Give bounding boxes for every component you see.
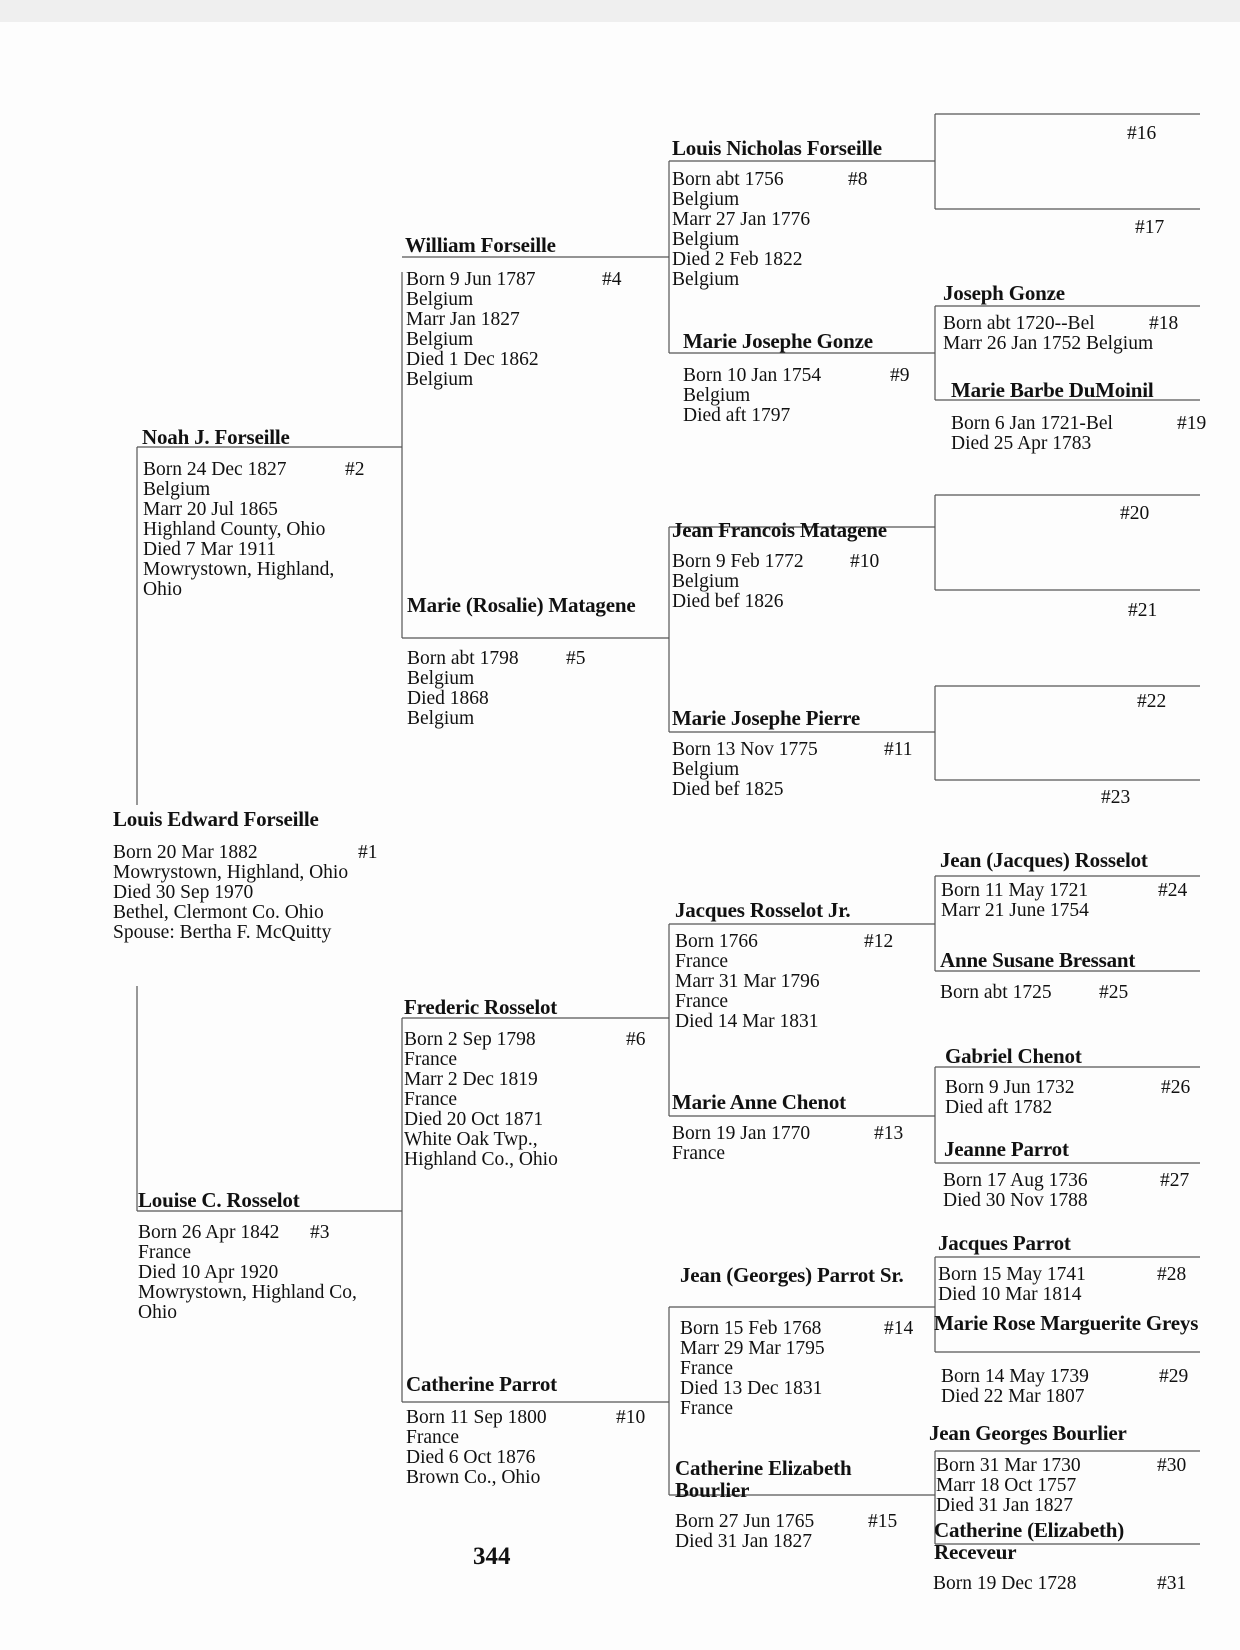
person-13-line: France [672,1143,726,1164]
person-28-number: #28 [1157,1264,1187,1285]
person-11-number: #11 [884,739,913,760]
person-27-line: Died 30 Nov 1788 [943,1190,1088,1211]
person-1-name: Louis Edward Forseille [113,807,319,831]
person-9-line: Died aft 1797 [683,405,791,426]
person-2-line: Belgium [143,479,211,500]
person-3-line: Mowrystown, Highland Co, [138,1282,357,1303]
person-7-number: #10 [616,1407,646,1428]
person-5-line: Born abt 1798 [407,648,519,669]
person-7-line: Born 11 Sep 1800 [406,1407,547,1428]
person-1-line: Born 20 Mar 1882 [113,842,258,863]
person-28-line: Died 10 Mar 1814 [938,1284,1082,1305]
person-15-line: Born 27 Jun 1765 [675,1511,815,1532]
person-1-line: Mowrystown, Highland, Ohio [113,862,349,883]
person-6-line: Highland Co., Ohio [404,1149,558,1170]
person-14-name: Jean (Georges) Parrot Sr. [680,1263,904,1287]
person-18-number: #18 [1149,313,1179,334]
person-3-line: France [138,1242,192,1263]
person-6-line: Marr 2 Dec 1819 [404,1069,538,1090]
person-2-line: Marr 20 Jul 1865 [143,499,278,520]
person-2-name: Noah J. Forseille [142,425,290,449]
person-25-details [940,983,1052,1003]
person-4-name: William Forseille [405,233,556,257]
person-3-line: Died 10 Apr 1920 [138,1262,279,1283]
person-4-line: Died 1 Dec 1862 [406,349,539,370]
person-19-line: Born 6 Jan 1721-Bel [951,413,1113,434]
person-10-line: Belgium [672,571,740,592]
person-24-number: #24 [1158,880,1188,901]
person-12-line: France [675,951,729,972]
person-1-line: Died 30 Sep 1970 [113,882,254,903]
person-18-details [943,314,1153,354]
person-29-name: Marie Rose Marguerite Greys [934,1311,1199,1335]
person-31-details [933,1574,1077,1594]
person-18-line: Born abt 1720--Bel [943,313,1095,334]
person-19-number: #19 [1177,413,1207,434]
person-15-number: #15 [868,1511,898,1532]
person-31-line: Born 19 Dec 1728 [933,1573,1077,1594]
person-24-line: Marr 21 June 1754 [941,900,1089,921]
person-6-line: France [404,1089,458,1110]
person-21-number: #21 [1128,600,1158,621]
person-20-number: #20 [1120,503,1150,524]
person-8-line: Belgium [672,229,740,250]
person-2-details [143,460,334,600]
person-14-line: France [680,1358,734,1379]
person-3-name: Louise C. Rosselot [138,1188,300,1212]
person-15-details [675,1512,814,1552]
person-11-line: Born 13 Nov 1775 [672,739,818,760]
person-13-number: #13 [874,1123,904,1144]
person-4-line: Belgium [406,329,474,350]
person-7-line: Brown Co., Ohio [406,1467,541,1488]
person-26-details [945,1078,1074,1118]
person-15-line: Died 31 Jan 1827 [675,1531,813,1552]
person-30-line: Died 31 Jan 1827 [936,1495,1074,1516]
person-8-line: Belgium [672,189,740,210]
person-7-name: Catherine Parrot [406,1372,557,1396]
person-10-number: #10 [850,551,880,572]
person-18-name: Joseph Gonze [943,281,1065,305]
person-6-line: Died 20 Oct 1871 [404,1109,544,1130]
person-27-line: Born 17 Aug 1736 [943,1170,1088,1191]
person-6-line: France [404,1049,458,1070]
person-16-number: #16 [1127,123,1157,144]
person-13-line: Born 19 Jan 1770 [672,1123,811,1144]
person-6-line: Born 2 Sep 1798 [404,1029,536,1050]
person-9-line: Born 10 Jan 1754 [683,365,822,386]
person-1-line: Spouse: Bertha F. McQuitty [113,922,332,943]
person-13-name: Marie Anne Chenot [672,1090,846,1114]
person-2-line: Died 7 Mar 1911 [143,539,277,560]
person-8-line: Died 2 Feb 1822 [672,249,803,270]
person-8-line: Belgium [672,269,740,290]
person-29-line: Born 14 May 1739 [941,1366,1089,1387]
person-27-name: Jeanne Parrot [944,1137,1069,1161]
person-14-line: Died 13 Dec 1831 [680,1378,823,1399]
person-26-number: #26 [1161,1077,1191,1098]
person-25-name: Anne Susane Bressant [940,948,1136,972]
person-8-line: Born abt 1756 [672,169,784,190]
person-5-line: Belgium [407,668,475,689]
person-12-line: France [675,991,729,1012]
person-25-number: #25 [1099,982,1129,1003]
person-29-line: Died 22 Mar 1807 [941,1386,1085,1407]
person-29-number: #29 [1159,1366,1189,1387]
person-22-number: #22 [1137,691,1167,712]
person-27-number: #27 [1160,1170,1190,1191]
person-24-name: Jean (Jacques) Rosselot [940,848,1148,872]
person-12-line: Died 14 Mar 1831 [675,1011,819,1032]
person-23-number: #23 [1101,787,1131,808]
person-1-number: #1 [358,842,378,863]
person-13-details [672,1124,810,1164]
person-30-line: Marr 18 Oct 1757 [936,1475,1077,1496]
person-5-line: Died 1868 [407,688,489,709]
person-14-line: Marr 29 Mar 1795 [680,1338,825,1359]
person-5-name: Marie (Rosalie) Matagene [407,593,636,617]
person-26-name: Gabriel Chenot [945,1044,1082,1068]
person-4-line: Born 9 Jun 1787 [406,269,536,290]
person-2-number: #2 [345,459,365,480]
person-11-details [672,740,818,800]
person-31-name: Catherine (Elizabeth) Receveur [934,1518,1125,1564]
person-25-line: Born abt 1725 [940,982,1052,1003]
person-14-details [680,1319,825,1419]
person-12-details [675,932,820,1032]
person-26-line: Born 9 Jun 1732 [945,1077,1075,1098]
person-11-line: Died bef 1825 [672,779,784,800]
person-2-line: Mowrystown, Highland, [143,559,335,580]
person-15-name: Catherine Elizabeth Bourlier [675,1456,852,1502]
person-24-line: Born 11 May 1721 [941,880,1089,901]
person-28-details [938,1265,1086,1305]
person-1-details [113,843,348,943]
person-30-name: Jean Georges Bourlier [929,1421,1127,1445]
person-28-name: Jacques Parrot [938,1231,1071,1255]
person-27-details [943,1171,1088,1211]
person-11-line: Belgium [672,759,740,780]
person-8-details [672,170,810,290]
person-6-line: White Oak Twp., [404,1129,538,1150]
person-2-line: Born 24 Dec 1827 [143,459,287,480]
person-7-details [406,1408,547,1488]
person-19-details [951,414,1113,454]
person-8-name: Louis Nicholas Forseille [672,136,882,160]
person-14-line: France [680,1398,734,1419]
person-5-number: #5 [566,648,586,669]
person-9-line: Belgium [683,385,751,406]
person-26-line: Died aft 1782 [945,1097,1053,1118]
person-9-number: #9 [890,365,910,386]
person-4-details [406,270,539,390]
person-7-line: Died 6 Oct 1876 [406,1447,536,1468]
person-3-line: Ohio [138,1302,177,1323]
person-6-name: Frederic Rosselot [404,995,558,1019]
person-28-line: Born 15 May 1741 [938,1264,1086,1285]
person-8-number: #8 [848,169,868,190]
person-19-line: Died 25 Apr 1783 [951,433,1092,454]
person-9-name: Marie Josephe Gonze [683,329,873,353]
person-5-details [407,649,519,729]
person-30-line: Born 31 Mar 1730 [936,1455,1081,1476]
person-12-name: Jacques Rosselot Jr. [675,898,851,922]
person-3-line: Born 26 Apr 1842 [138,1222,280,1243]
person-4-line: Belgium [406,369,474,390]
person-30-number: #30 [1157,1455,1187,1476]
person-10-line: Born 9 Feb 1772 [672,551,804,572]
person-3-number: #3 [310,1222,330,1243]
person-4-number: #4 [602,269,622,290]
person-17-number: #17 [1135,217,1165,238]
person-24-details [941,881,1089,921]
person-6-number: #6 [626,1029,646,1050]
person-14-line: Born 15 Feb 1768 [680,1318,822,1339]
person-12-number: #12 [864,931,894,952]
person-30-details [936,1456,1081,1516]
person-1-line: Bethel, Clermont Co. Ohio [113,902,324,923]
person-2-line: Ohio [143,579,182,600]
person-4-line: Belgium [406,289,474,310]
person-19-name: Marie Barbe DuMoinil [951,378,1154,402]
person-7-line: France [406,1427,460,1448]
person-12-line: Born 1766 [675,931,758,952]
person-10-line: Died bef 1826 [672,591,784,612]
person-12-line: Marr 31 Mar 1796 [675,971,820,992]
person-5-line: Belgium [407,708,475,729]
person-8-line: Marr 27 Jan 1776 [672,209,811,230]
person-31-number: #31 [1157,1573,1187,1594]
person-29-details [941,1367,1089,1407]
page-number: 344 [473,1543,511,1570]
person-9-details [683,366,821,426]
person-10-details [672,552,804,612]
person-11-name: Marie Josephe Pierre [672,706,861,730]
person-2-line: Highland County, Ohio [143,519,326,540]
person-4-line: Marr Jan 1827 [406,309,520,330]
person-6-details [404,1030,558,1170]
person-14-number: #14 [884,1318,914,1339]
person-10-name: Jean Francois Matagene [672,518,887,542]
person-18-line: Marr 26 Jan 1752 Belgium [943,333,1154,354]
